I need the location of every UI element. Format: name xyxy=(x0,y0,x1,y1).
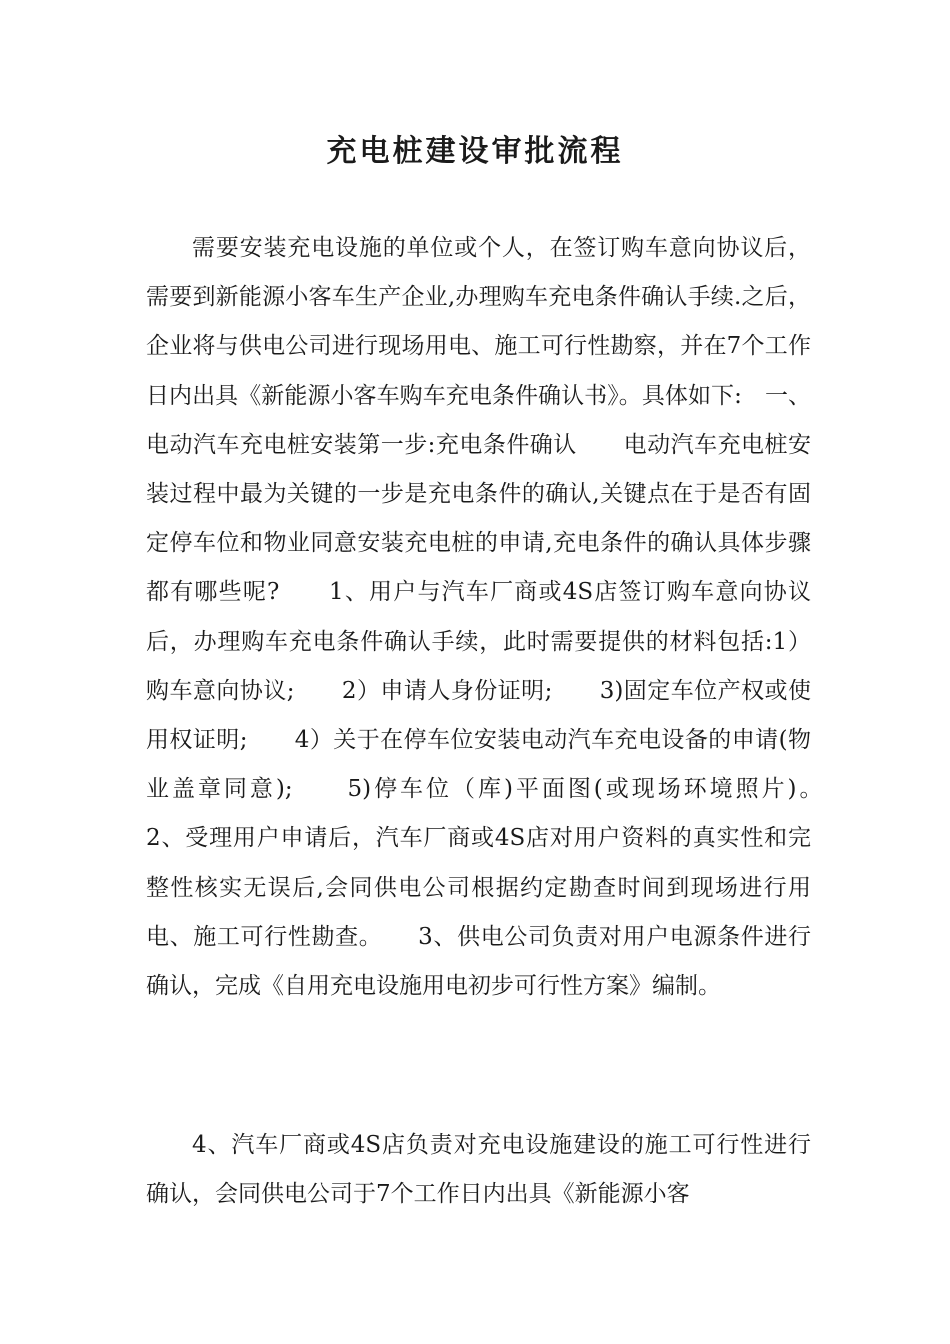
document-title: 充电桩建设审批流程 xyxy=(326,134,624,169)
body-paragraph-1: 需要安装充电设施的单位或个人，在签订购车意向协议后，需要到新能源小客车生产企业,办理购车充电条件确认手续.之后，企业将与供电公司进行现场用电、施工可行性勘察，并在7个工作日内出具《新能源小客车购车充电条件确认书》。具体如下: 一、电动汽车充电桩安装第一步:充电条件确认 电动汽车充电桩安装过程中最为关键的一步是充电条件的确认,关键点在于是否有固定停车位和物业同意安装充电桩的申请,充电条件的确认具体步骤都有哪些呢? 1、用户与汽车厂商或4S店签订购车意向协议后，办理购车充电条件确认手续，此时需要提供的材料包括:1）购车意向协议; 2）申请人身份证明; 3)固定车位产权或使用权证明; 4）关于在停车位安装电动汽车充电设备的申请(物业盖章同意); 5)停车位（库)平面图(或现场环境照片)。 2、受理用户申请后，汽车厂商或4S店对用户资料的真实性和完整性核实无误后,会同供电公司根据约定勘查时间到现场进行用电、施工可行性勘查。 3、供电公司负责对用户电源条件进行确认，完成《自用充电设施用电初步可行性方案》编制。 xyxy=(146,235,857,1000)
body-paragraph-2: 4、汽车厂商或4S店负责对充电设施建设的施工可行性进行确认，会同供电公司于7个工作日内出具《新能源小客 xyxy=(146,1132,811,1208)
